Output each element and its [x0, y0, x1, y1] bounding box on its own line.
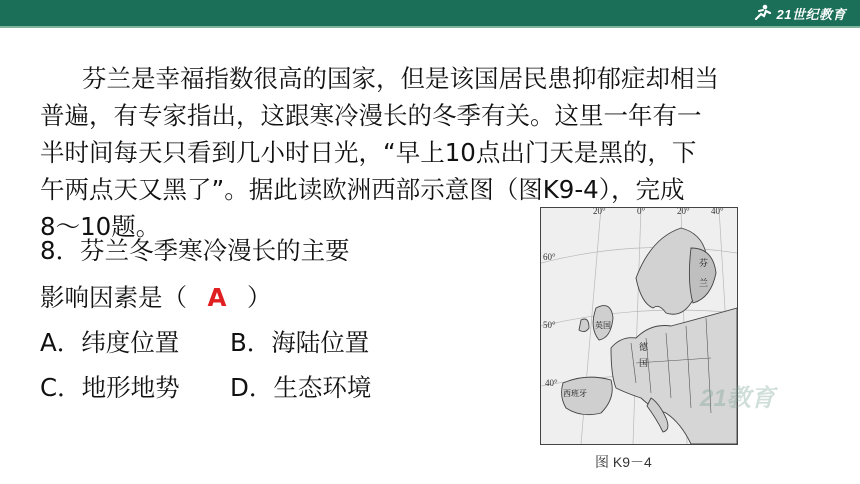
options-row-2	[40, 371, 371, 405]
passage-line-2: 普遍，有专家指出，这跟寒冷漫长的冬季有关。这里一年有一	[40, 101, 702, 130]
logo-text: 21世纪教育	[776, 6, 846, 22]
country-label-finland-2: 兰	[699, 279, 709, 289]
header-divider	[0, 26, 860, 28]
passage-line-3: 半时间每天只看到几小时日光，“早上10点出门天是黑的，下	[40, 138, 697, 167]
country-label-uk: 英国	[595, 321, 611, 330]
country-label-spain: 西班牙	[563, 389, 587, 398]
map-caption: 图 K9－4	[595, 454, 652, 470]
options-row-1	[40, 326, 369, 360]
question-stem-line-2	[40, 281, 272, 315]
lat-label: 50°	[543, 320, 556, 330]
question-stem-2-post: ）	[247, 283, 272, 312]
option-b: B．海陆位置	[230, 328, 370, 357]
passage-line-1: 芬兰是幸福指数很高的国家，但是该国居民患抑郁症却相当	[82, 64, 719, 93]
lon-label: 20°	[593, 208, 606, 216]
lat-label: 40°	[545, 378, 558, 388]
question-stem-2-pre: 影响因素是（	[40, 283, 187, 312]
passage-line-5: 8～10题。	[40, 212, 161, 241]
country-label-germany-2: 国	[639, 359, 649, 369]
brand-logo	[753, 3, 846, 23]
option-a: A．纬度位置	[40, 328, 180, 357]
watermark-text: 21教育	[700, 385, 775, 412]
question-stem-line-1	[40, 234, 350, 268]
lon-label: 40°	[711, 208, 724, 216]
option-d: D．生态环境	[230, 373, 372, 402]
runner-logo-icon	[753, 3, 773, 23]
lon-label: 0°	[637, 208, 646, 216]
country-label-finland-1: 芬	[699, 259, 709, 269]
country-label-germany-1: 德	[639, 343, 649, 353]
passage-line-4: 午两点天又黑了”。据此读欧洲西部示意图（图K9-4），完成	[40, 175, 685, 204]
question-stem-1: 8．芬兰冬季寒冷漫长的主要	[40, 236, 350, 265]
lon-label: 20°	[677, 208, 690, 216]
answer-mark: A	[207, 283, 227, 312]
lat-label: 60°	[543, 252, 556, 262]
header-bar	[0, 0, 860, 26]
option-c: C．地形地势	[40, 373, 180, 402]
